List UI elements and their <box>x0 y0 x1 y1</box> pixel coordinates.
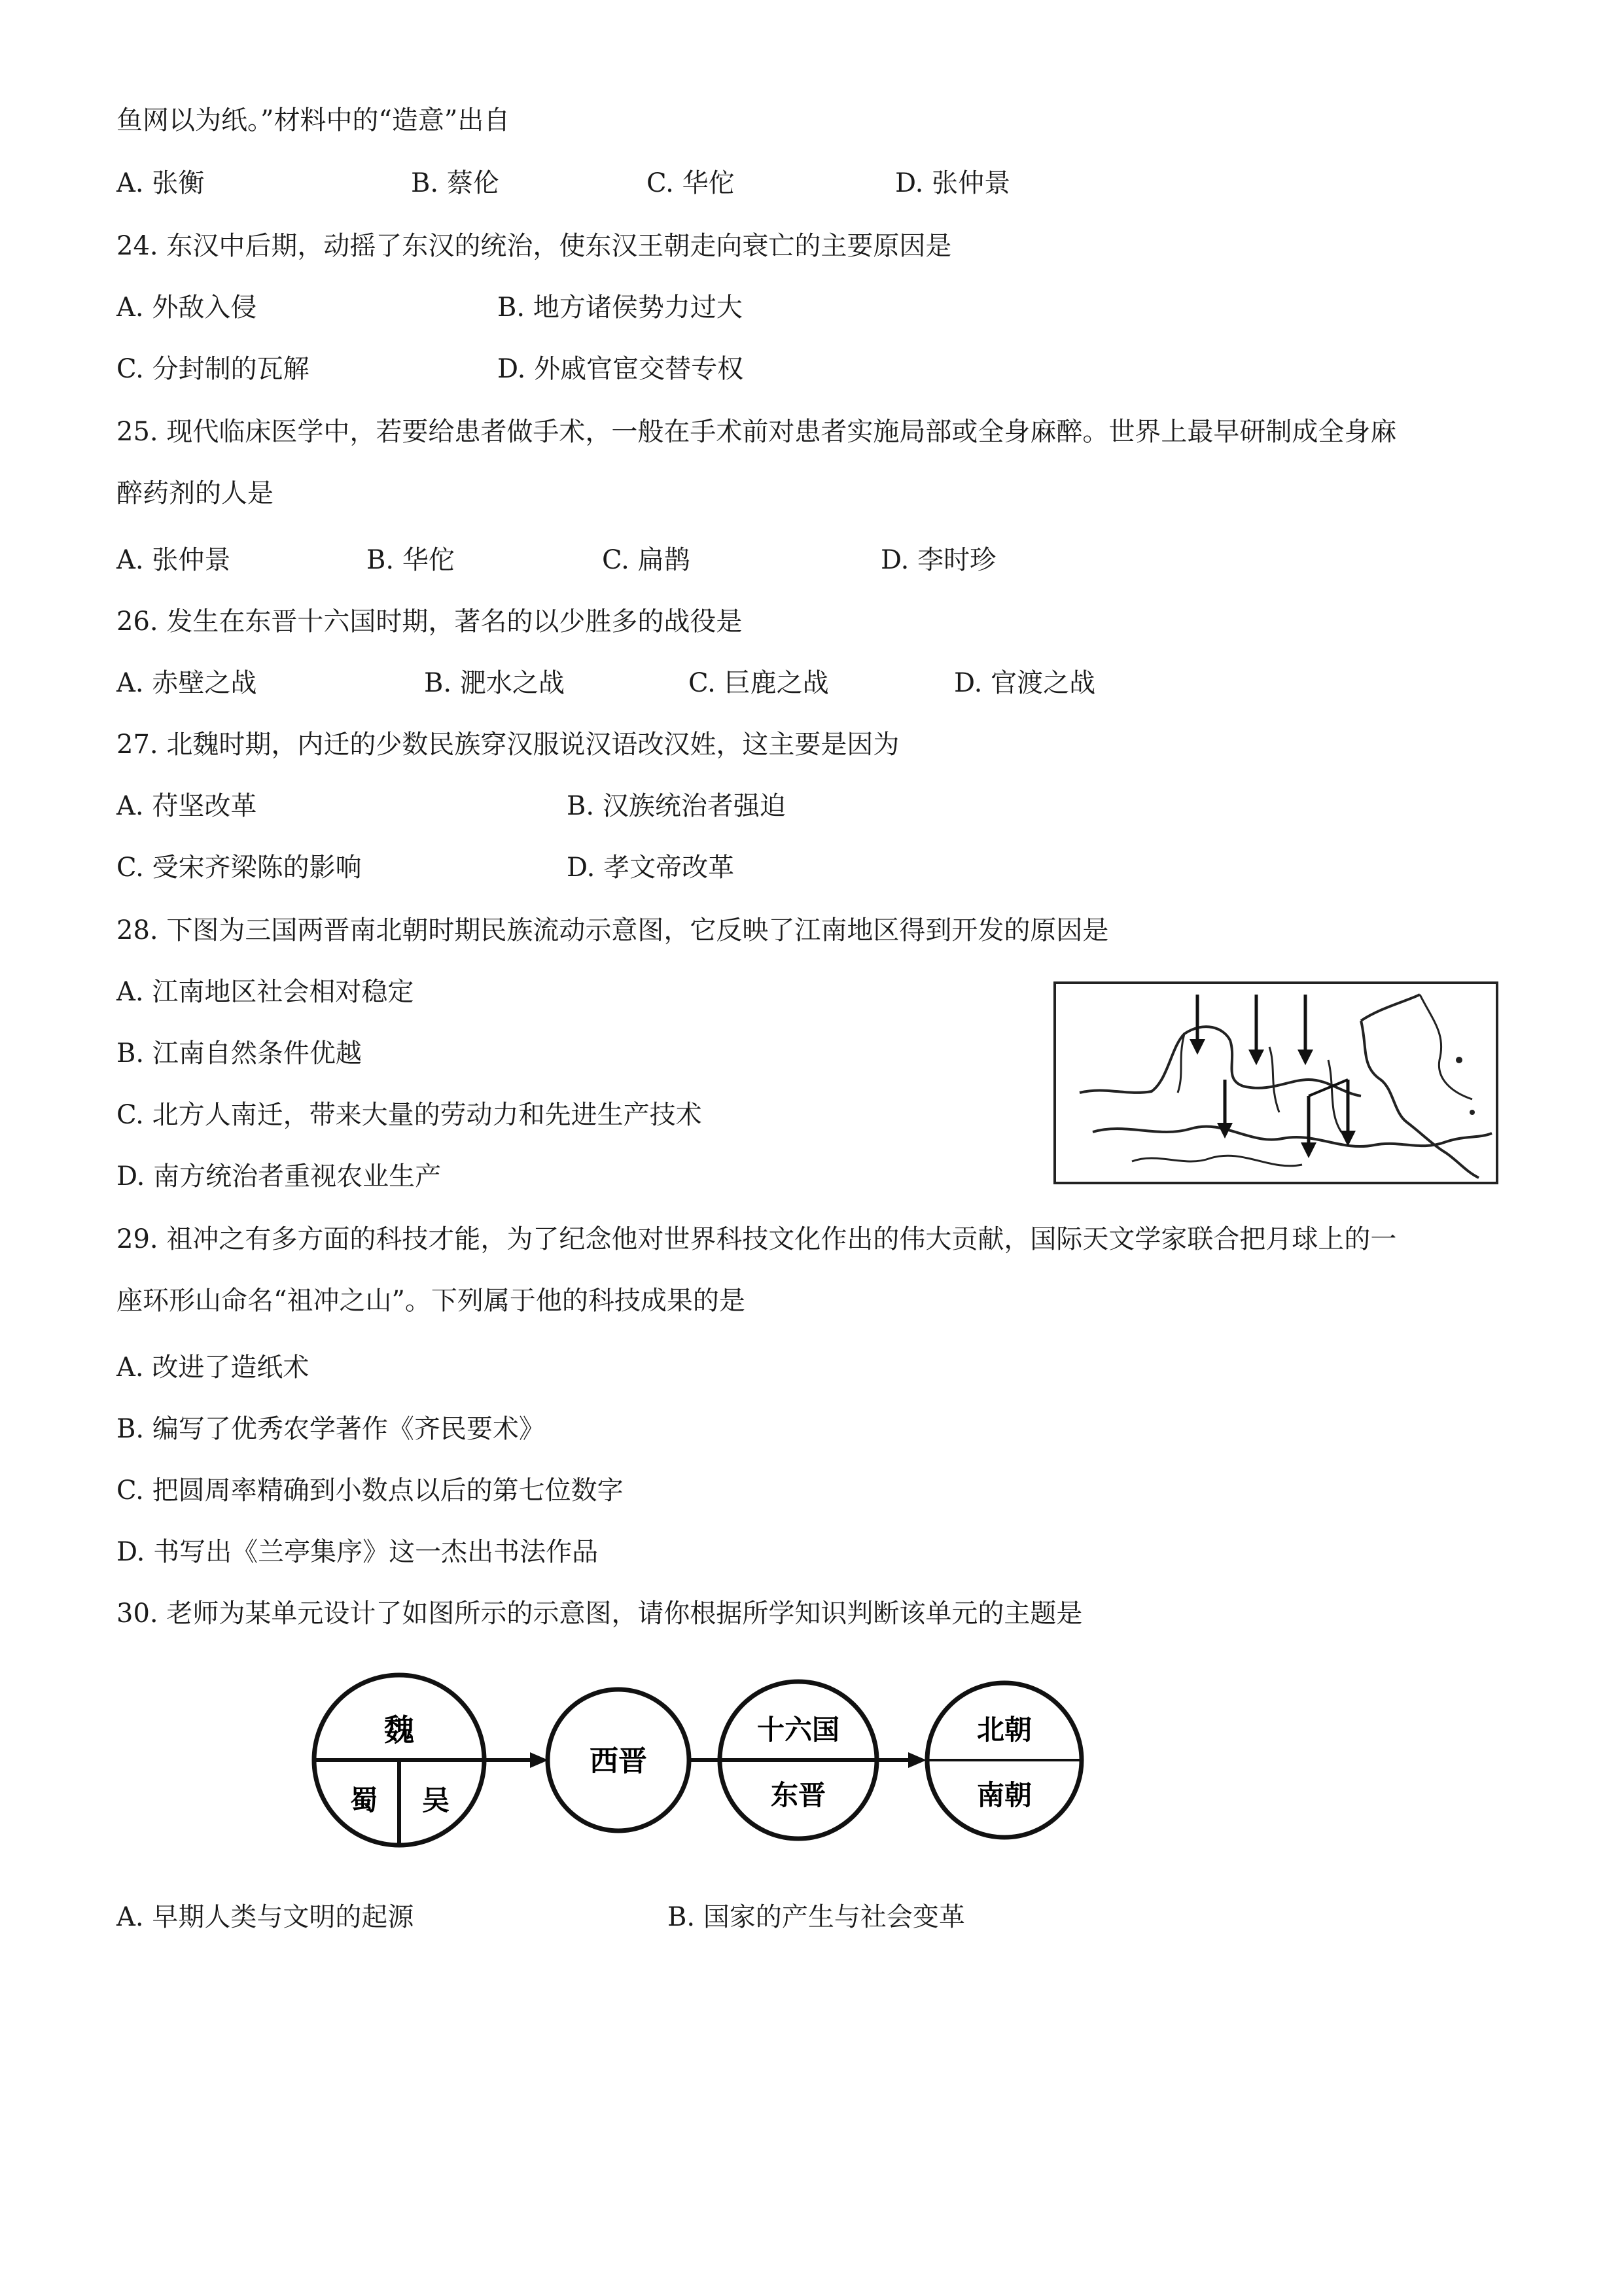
q23-option-a[interactable]: A. 张衡 <box>116 168 205 198</box>
q29-option-b[interactable]: B. 编写了优秀农学著作《齐民要术》 <box>116 1414 545 1444</box>
dynasty-flow-diagram <box>308 1662 1158 1865</box>
q25-stem-line2: 醉药剂的人是 <box>116 478 274 508</box>
diagram-label-wei: 魏 <box>384 1712 414 1748</box>
q26-option-c[interactable]: C. 巨鹿之战 <box>688 668 829 698</box>
q24-option-a[interactable]: A. 外敌入侵 <box>116 292 257 323</box>
q25-option-a[interactable]: A. 张仲景 <box>116 545 231 575</box>
q23-option-d[interactable]: D. 张仲景 <box>895 168 1011 198</box>
q28-option-c[interactable]: C. 北方人南迁，带来大量的劳动力和先进生产技术 <box>116 1100 702 1130</box>
q28-option-d[interactable]: D. 南方统治者重视农业生产 <box>116 1161 442 1192</box>
migration-map <box>1053 981 1498 1184</box>
q27-option-d[interactable]: D. 孝文帝改革 <box>567 853 735 883</box>
q24-option-b[interactable]: B. 地方诸侯势力过大 <box>497 292 743 323</box>
q30-stem: 30. 老师为某单元设计了如图所示的示意图，请你根据所学知识判断该单元的主题是 <box>116 1598 1083 1629</box>
q29-stem-line2: 座环形山命名“祖冲之山”。下列属于他的科技成果的是 <box>116 1286 745 1316</box>
q28-stem: 28. 下图为三国两晋南北朝时期民族流动示意图，它反映了江南地区得到开发的原因是 <box>116 915 1109 945</box>
q26-option-a[interactable]: A. 赤壁之战 <box>116 668 257 698</box>
q28-option-a[interactable]: A. 江南地区社会相对稳定 <box>116 977 414 1007</box>
q28-option-b[interactable]: B. 江南自然条件优越 <box>116 1038 362 1069</box>
q27-stem: 27. 北魏时期，内迁的少数民族穿汉服说汉语改汉姓，这主要是因为 <box>116 730 900 760</box>
diagram-label-beichao: 北朝 <box>976 1714 1033 1746</box>
q27-option-a[interactable]: A. 苻坚改革 <box>116 791 257 821</box>
q29-option-a[interactable]: A. 改进了造纸术 <box>116 1352 309 1383</box>
q24-option-c[interactable]: C. 分封制的瓦解 <box>116 354 309 384</box>
q26-option-d[interactable]: D. 官渡之战 <box>954 668 1096 698</box>
q26-stem: 26. 发生在东晋十六国时期，著名的以少胜多的战役是 <box>116 607 743 637</box>
q29-stem-line1: 29. 祖冲之有多方面的科技才能，为了纪念他对世界科技文化作出的伟大贡献，国际天文学家联合把月球上的一 <box>116 1224 1397 1254</box>
q30-option-b[interactable]: B. 国家的产生与社会变革 <box>667 1902 965 1932</box>
diagram-label-shu: 蜀 <box>349 1784 378 1816</box>
q25-option-d[interactable]: D. 李时珍 <box>881 545 997 575</box>
q29-option-c[interactable]: C. 把圆周率精确到小数点以后的第七位数字 <box>116 1475 624 1506</box>
q25-stem-line1: 25. 现代临床医学中，若要给患者做手术，一般在手术前对患者实施局部或全身麻醉。世界上最早研制成全身麻 <box>116 417 1397 447</box>
q25-option-b[interactable]: B. 华佗 <box>366 545 455 575</box>
diagram-label-nanchao: 南朝 <box>976 1779 1033 1811</box>
q23-stem: 鱼网以为纸。”材料中的“造意”出自 <box>116 105 510 135</box>
q26-option-b[interactable]: B. 淝水之战 <box>424 668 565 698</box>
diagram-label-xijin: 西晋 <box>590 1744 647 1778</box>
q25-option-c[interactable]: C. 扁鹊 <box>602 545 690 575</box>
q27-option-b[interactable]: B. 汉族统治者强迫 <box>567 791 786 821</box>
q23-option-b[interactable]: B. 蔡伦 <box>411 168 499 198</box>
q24-option-d[interactable]: D. 外戚官宦交替专权 <box>497 354 744 384</box>
q30-option-a[interactable]: A. 早期人类与文明的起源 <box>116 1902 414 1932</box>
diagram-label-shiliuguo: 十六国 <box>756 1714 840 1746</box>
diagram-label-dongjin: 东晋 <box>770 1779 826 1811</box>
diagram-label-wu: 吴 <box>421 1784 450 1816</box>
q23-option-c[interactable]: C. 华佗 <box>646 168 735 198</box>
q24-stem: 24. 东汉中后期，动摇了东汉的统治，使东汉王朝走向衰亡的主要原因是 <box>116 231 952 261</box>
q29-option-d[interactable]: D. 书写出《兰亭集序》这一杰出书法作品 <box>116 1537 599 1567</box>
q27-option-c[interactable]: C. 受宋齐梁陈的影响 <box>116 853 362 883</box>
